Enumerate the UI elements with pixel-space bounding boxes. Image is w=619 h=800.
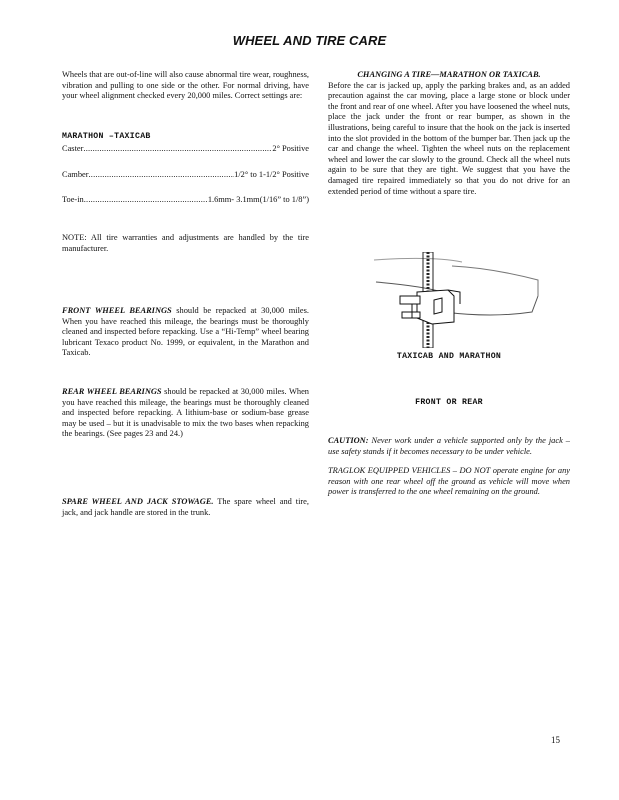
specs-heading: MARATHON –TAXICAB <box>62 132 151 141</box>
rear-bearings-heading: REAR WHEEL BEARINGS <box>62 387 162 396</box>
spec-row-caster <box>62 144 309 155</box>
alignment-specs <box>62 132 309 212</box>
warranty-note <box>62 233 309 254</box>
front-bearings-paragraph <box>62 306 309 359</box>
page-title: WHEEL AND TIRE CARE <box>232 33 387 48</box>
caution-section <box>328 436 570 457</box>
warranty-note-text: NOTE: All tire warranties and adjustments are handled by the tire manufacturer. <box>62 233 309 253</box>
caution-label: CAUTION: <box>328 436 369 445</box>
changing-tire-text: Before the car is jacked up, apply the parking brakes and, as an added precaution against the car moving, place a large stone or block under the front and rear of one wheel. After you have loosened the wheel nuts, place the jack under the front or rear bumper, as shown in the illustrations, being careful to insure that the hook on the jack is inserted into the slot provided in the bottom of the bumper bar. Then jack up the car and change the wheel. Tighten the wheel nuts on the replacement wheel and lower the car slowly to the ground. Check all the wheel nuts again to be sure that they are tight. We suggest that you have the damaged tire repaired immediately so that you do not drive for an extended period of time without a spare tire. <box>328 80 570 196</box>
traglok-warning-text: TRAGLOK EQUIPPED VEHICLES – DO NOT operate engine for any reason with one rear wheel off the ground as vehicle will move when power is transferred to the one wheel remaining on the ground. <box>328 466 570 497</box>
spec-row-camber <box>62 170 309 181</box>
rear-bearings-paragraph <box>62 387 309 440</box>
spec-value: 1/2° to 1-1/2° Positive <box>234 170 309 179</box>
changing-tire-section <box>328 70 570 197</box>
spec-label: Toe-in <box>62 195 84 204</box>
alignment-intro <box>62 70 309 102</box>
rear-bearings-section <box>62 387 309 440</box>
spec-row-toe-in <box>62 195 309 206</box>
rear-bearings-text: should be repacked at 30,000 miles. When you have reached this mileage, the bearings must be thoroughly cleaned and inspected before repacking. A lithium-base or sodium-base grease may be used – but it is unadvisable to mix the two bases when repacking the bearings. (See pages 23 and 24.) <box>62 387 309 439</box>
spare-wheel-paragraph <box>62 497 309 518</box>
spare-wheel-section <box>62 497 309 518</box>
bumper-jack-illustration-icon <box>372 252 540 348</box>
alignment-intro-text: Wheels that are out-of-line will also cause abnormal tire wear, roughness, vibration and pulling to one side or the other. For normal driving, have your wheel alignment checked every 20,000 miles. Correct settings are: <box>62 70 309 101</box>
front-or-rear-label: FRONT OR REAR <box>415 398 483 407</box>
leader-dots <box>89 170 235 181</box>
spare-wheel-text: The spare wheel and tire, jack, and jack handle are stored in the trunk. <box>62 497 309 517</box>
spec-value: 1.6mm- 3.1mm(1/16” to 1/8”) <box>207 195 309 204</box>
leader-dots <box>84 195 208 206</box>
caution-paragraph <box>328 436 570 457</box>
spec-value: 2° Positive <box>272 144 309 153</box>
page-number: 15 <box>551 735 560 745</box>
spare-wheel-heading: SPARE WHEEL AND JACK STOWAGE. <box>62 497 214 506</box>
front-bearings-section <box>62 306 309 359</box>
front-bearings-heading: FRONT WHEEL BEARINGS <box>62 306 172 315</box>
illustration-caption: TAXICAB AND MARATHON <box>396 352 502 361</box>
spec-label: Camber <box>62 170 89 179</box>
caution-text: Never work under a vehicle supported only by the jack –use safety stands if it becomes necessary to be under vehicle. <box>328 436 570 456</box>
changing-tire-heading: CHANGING A TIRE—MARATHON OR TAXICAB. <box>357 70 541 79</box>
traglok-warning <box>328 466 570 498</box>
leader-dots <box>83 144 272 155</box>
spec-label: Caster <box>62 144 84 153</box>
front-bearings-text: should be repacked at 30,000 miles. When you have reached this mileage, the bearings must be thoroughly cleaned and inspected before repacking. Use a “Hi-Temp” wheel bearing lubricant Texaco product No. 1999, or equivalent, in the Marathon and Taxicab. <box>62 306 309 358</box>
